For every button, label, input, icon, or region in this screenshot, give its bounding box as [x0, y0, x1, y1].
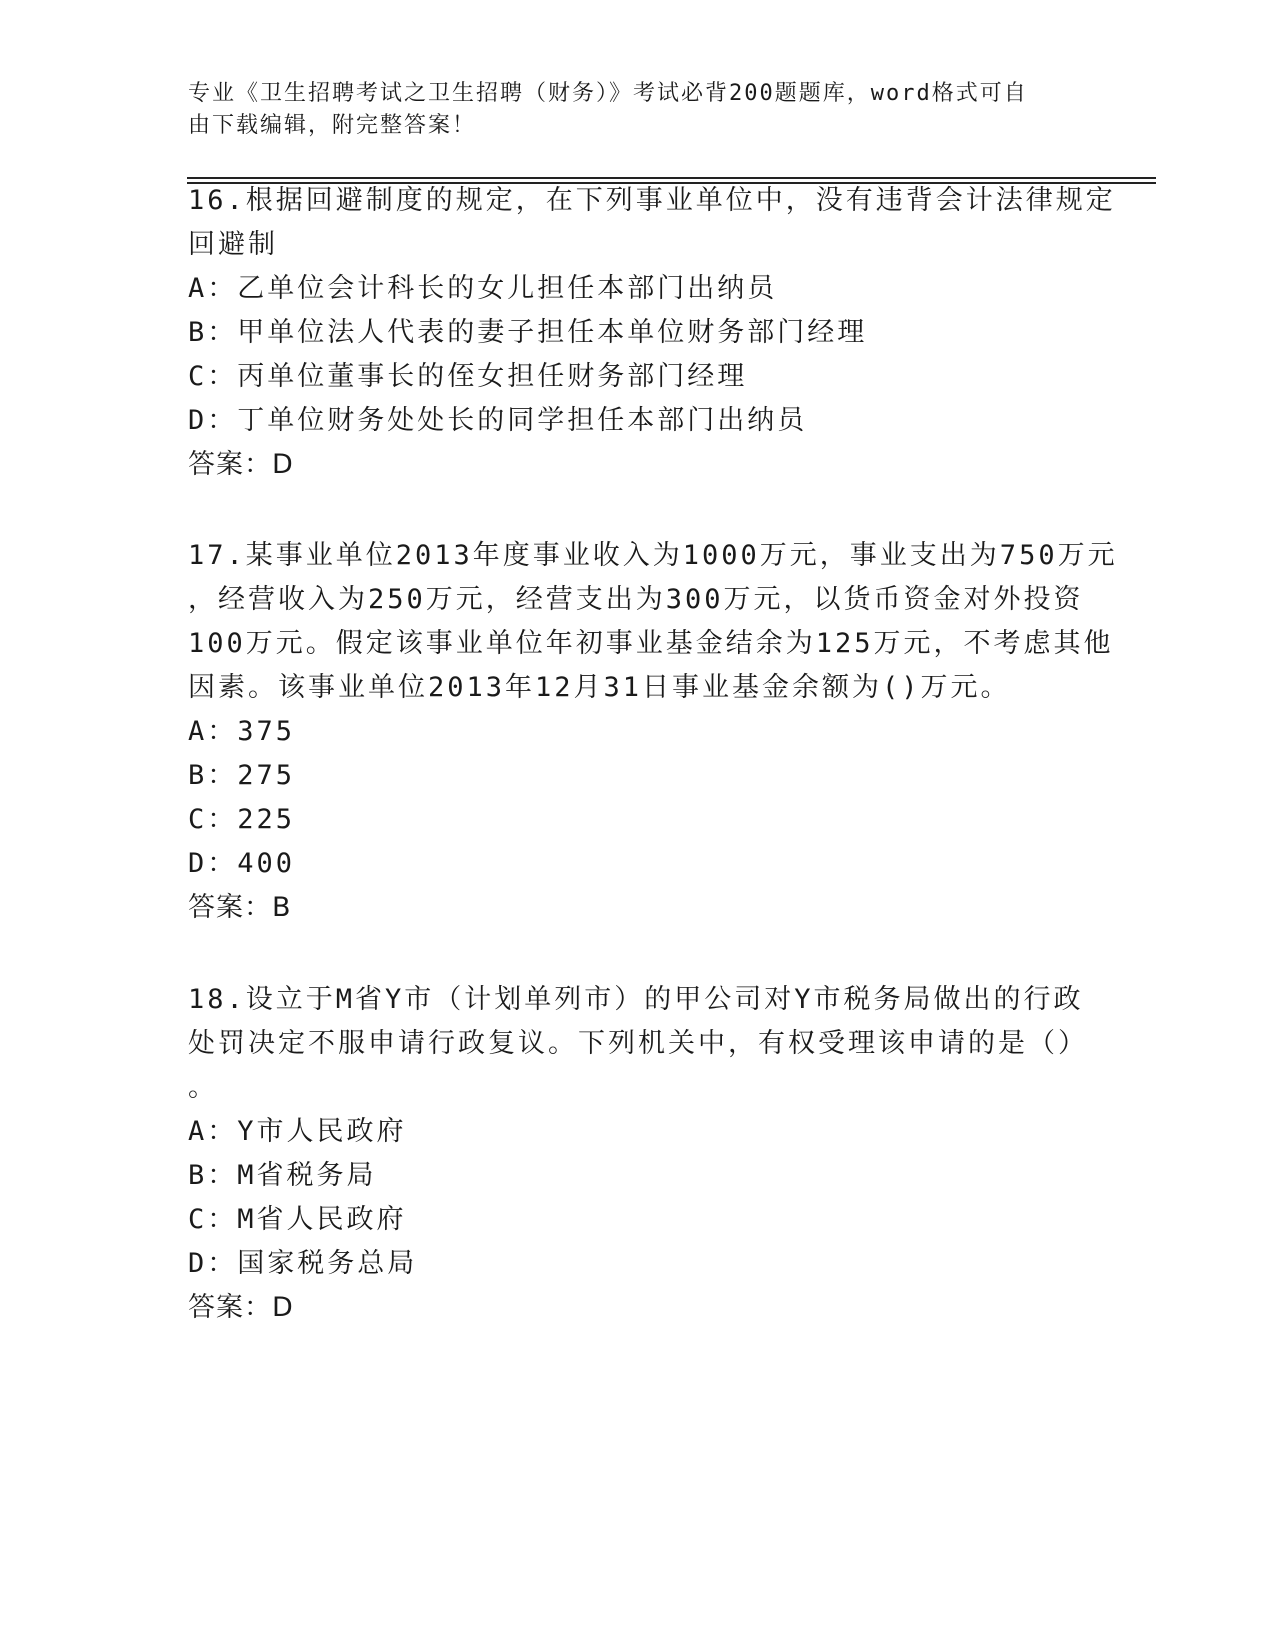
question-option: C：225 [188, 804, 296, 835]
question-option: C：M省人民政府 [188, 1204, 407, 1235]
question-option: C：丙单位董事长的侄女担任财务部门经理 [188, 361, 748, 392]
question-answer: 答案：D [188, 1292, 294, 1323]
question-answer: 答案：B [188, 892, 292, 923]
question-option: A：乙单位会计科长的女儿担任本部门出纳员 [188, 273, 778, 304]
question-option: B：M省税务局 [188, 1160, 377, 1191]
question-option: A：Y市人民政府 [188, 1116, 407, 1147]
question-stem-line: 处罚决定不服申请行政复议。下列机关中，有权受理该申请的是（） [188, 1028, 1088, 1059]
question-option: B：甲单位法人代表的妻子担任本单位财务部门经理 [188, 317, 868, 348]
document-header-line: 专业《卫生招聘考试之卫生招聘（财务）》考试必背200题题库，word格式可自 [188, 81, 1028, 106]
question-option: A：375 [188, 716, 296, 747]
question-stem-line: 18.设立于M省Y市（计划单列市）的甲公司对Y市税务局做出的行政 [188, 984, 1084, 1015]
question-option: B：275 [188, 760, 296, 791]
question-option: D：国家税务总局 [188, 1248, 418, 1279]
question-stem-line: 100万元。假定该事业单位年初事业基金结余为125万元，不考虑其他 [188, 628, 1114, 659]
document-header-line: 由下载编辑，附完整答案！ [188, 113, 477, 138]
question-stem-line: ，经营收入为250万元，经营支出为300万元，以货币资金对外投资 [188, 584, 1084, 615]
question-stem-line: 17.某事业单位2013年度事业收入为1000万元，事业支出为750万元 [188, 540, 1118, 571]
question-stem-line: 16.根据回避制度的规定，在下列事业单位中，没有违背会计法律规定 [188, 185, 1116, 216]
question-option: D：400 [188, 848, 296, 879]
question-option: D：丁单位财务处处长的同学担任本部门出纳员 [188, 405, 808, 436]
question-answer: 答案：D [188, 449, 294, 480]
question-stem-line: 因素。该事业单位2013年12月31日事业基金余额为()万元。 [188, 672, 1011, 703]
header-divider [187, 177, 1156, 179]
question-stem-line: 回避制 [188, 229, 278, 260]
question-stem-line: 。 [188, 1072, 218, 1103]
